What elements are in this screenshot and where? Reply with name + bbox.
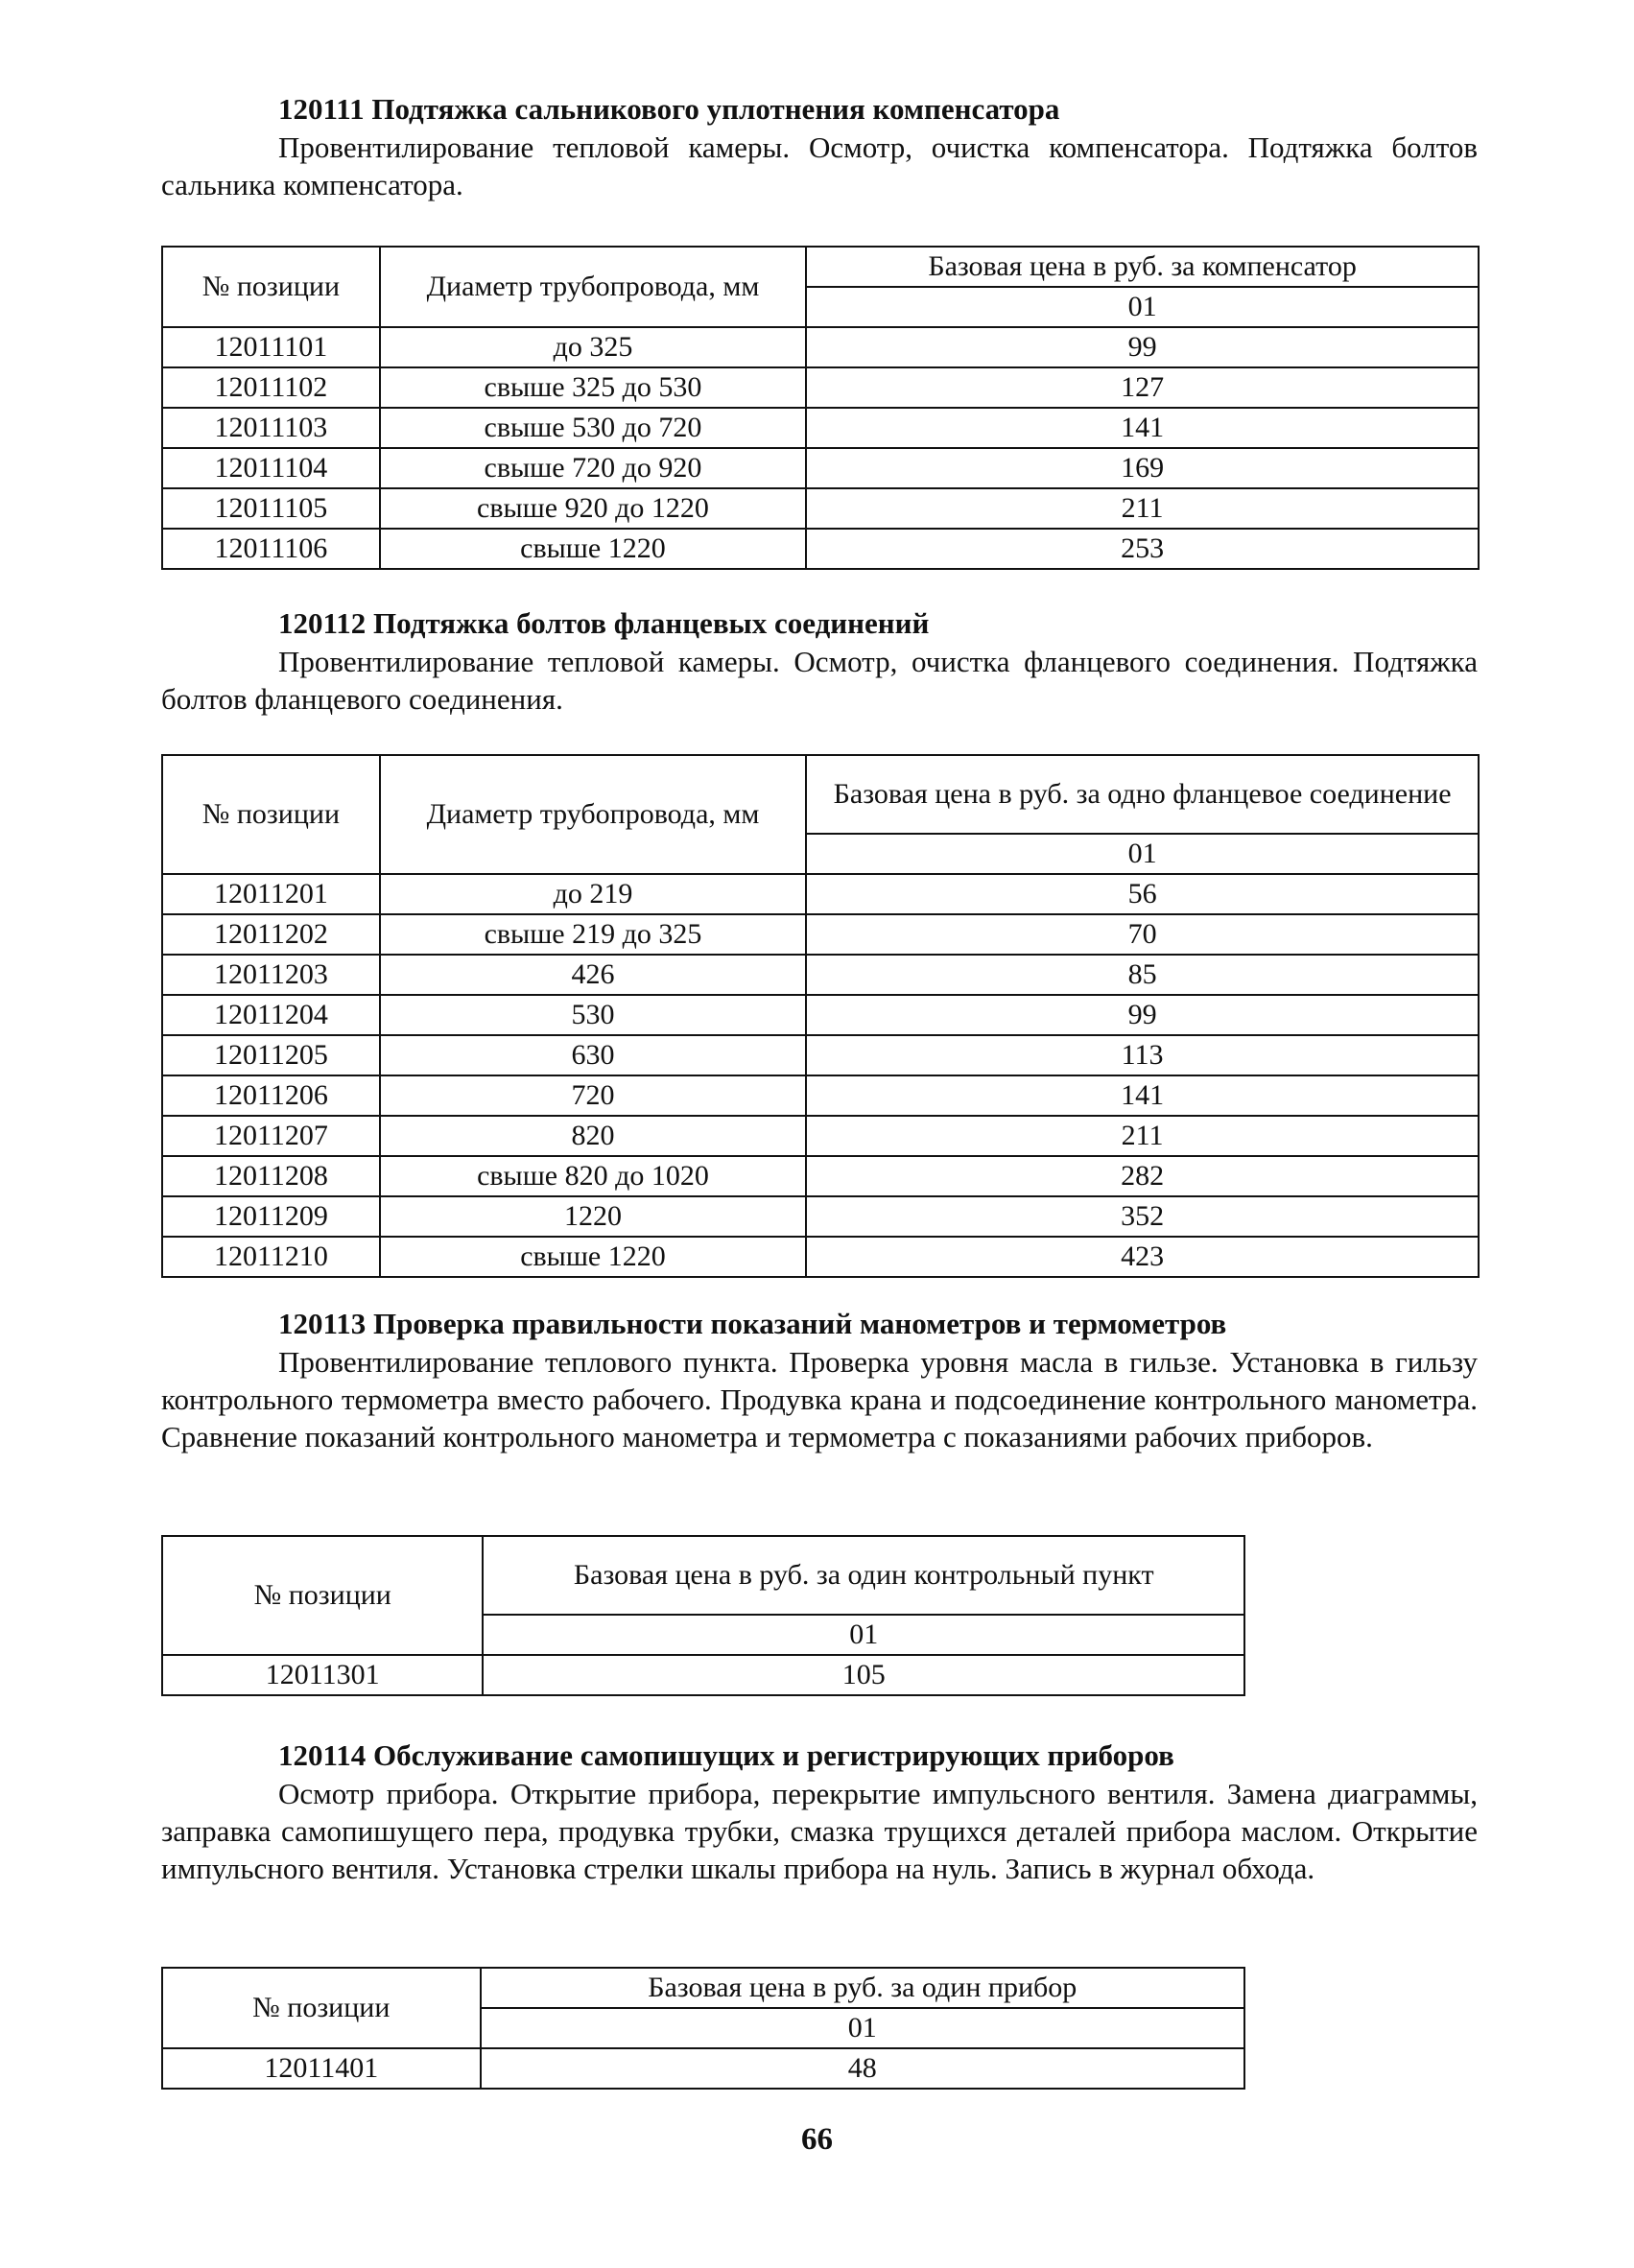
table-row — [162, 1237, 1479, 1277]
base-price: 85 — [806, 955, 1479, 995]
page-number: 66 — [801, 2122, 833, 2157]
position-code: 12011101 — [162, 327, 380, 367]
header-column-number: 01 — [483, 1615, 1244, 1655]
section-description: Провентилирование тепловой камеры. Осмотр, очистка компенсатора. Подтяжка болтов сальника компенсатора. — [161, 130, 1478, 201]
base-price: 211 — [806, 1116, 1479, 1156]
header-price: Базовая цена в руб. за компенсатор — [806, 247, 1479, 287]
position-code: 12011202 — [162, 914, 380, 955]
pipe-diameter: свыше 920 до 1220 — [380, 488, 806, 529]
position-code: 12011208 — [162, 1156, 380, 1196]
header-position: № позиции — [162, 247, 380, 327]
table-row — [162, 2048, 1244, 2089]
header-column-number: 01 — [806, 287, 1479, 327]
section-120111 — [161, 90, 1478, 203]
pipe-diameter: до 219 — [380, 874, 806, 914]
section-title: 120112 Подтяжка болтов фланцевых соединений — [278, 606, 930, 640]
price-table-120113 — [161, 1535, 1245, 1696]
section-title: 120111 Подтяжка сальникового уплотнения компенсатора — [278, 92, 1060, 126]
header-diameter: Диаметр трубопровода, мм — [380, 755, 806, 874]
base-price: 70 — [806, 914, 1479, 955]
position-code: 12011103 — [162, 408, 380, 448]
base-price: 105 — [483, 1655, 1244, 1695]
pipe-diameter: 426 — [380, 955, 806, 995]
table-row — [162, 448, 1479, 488]
base-price: 127 — [806, 367, 1479, 408]
position-code: 12011102 — [162, 367, 380, 408]
header-price: Базовая цена в руб. за один прибор — [481, 1968, 1244, 2008]
position-code: 12011210 — [162, 1237, 380, 1277]
table-row — [162, 1196, 1479, 1237]
header-column-number: 01 — [806, 834, 1479, 874]
pipe-diameter: 720 — [380, 1075, 806, 1116]
table-row — [162, 529, 1479, 569]
table-row — [162, 1075, 1479, 1116]
header-price: Базовая цена в руб. за одно фланцевое соединение — [806, 755, 1479, 834]
position-code: 12011301 — [162, 1655, 483, 1695]
header-position: № позиции — [162, 1536, 483, 1655]
header-position: № позиции — [162, 755, 380, 874]
position-code: 12011209 — [162, 1196, 380, 1237]
pipe-diameter: 820 — [380, 1116, 806, 1156]
base-price: 141 — [806, 1075, 1479, 1116]
section-120112 — [161, 604, 1478, 718]
pipe-diameter: свыше 820 до 1020 — [380, 1156, 806, 1196]
base-price: 99 — [806, 995, 1479, 1035]
base-price: 56 — [806, 874, 1479, 914]
header-position: № позиции — [162, 1968, 481, 2048]
position-code: 12011106 — [162, 529, 380, 569]
table-row — [162, 408, 1479, 448]
table-row — [162, 367, 1479, 408]
base-price: 169 — [806, 448, 1479, 488]
table-row — [162, 914, 1479, 955]
position-code: 12011207 — [162, 1116, 380, 1156]
base-price: 282 — [806, 1156, 1479, 1196]
position-code: 12011205 — [162, 1035, 380, 1075]
section-description: Провентилирование тепловой камеры. Осмотр, очистка фланцевого соединения. Подтяжка болтов фланцевого соединения. — [161, 645, 1478, 716]
pipe-diameter: свыше 530 до 720 — [380, 408, 806, 448]
table-row — [162, 1655, 1244, 1695]
position-code: 12011206 — [162, 1075, 380, 1116]
table-row — [162, 327, 1479, 367]
base-price: 141 — [806, 408, 1479, 448]
section-description: Осмотр прибора. Открытие прибора, перекрытие импульсного вентиля. Замена диаграммы, заправка самопишущего пера, продувка трубки, смазка трущихся деталей прибора маслом. Открытие импульсного вентиля. Установка стрелки шкалы прибора на нуль. Запись в журнал обхода. — [161, 1777, 1478, 1885]
pipe-diameter: свыше 1220 — [380, 529, 806, 569]
table-row — [162, 1156, 1479, 1196]
price-table-120112 — [161, 754, 1480, 1278]
table-row — [162, 874, 1479, 914]
pipe-diameter: до 325 — [380, 327, 806, 367]
table-row — [162, 1035, 1479, 1075]
pipe-diameter: свыше 720 до 920 — [380, 448, 806, 488]
pipe-diameter: 530 — [380, 995, 806, 1035]
pipe-diameter: 1220 — [380, 1196, 806, 1237]
price-table-120111 — [161, 246, 1480, 570]
pipe-diameter: свыше 325 до 530 — [380, 367, 806, 408]
section-120114 — [161, 1736, 1478, 1887]
pipe-diameter: 630 — [380, 1035, 806, 1075]
pipe-diameter: свыше 1220 — [380, 1237, 806, 1277]
price-table-120114 — [161, 1967, 1245, 2090]
base-price: 211 — [806, 488, 1479, 529]
table-row — [162, 1116, 1479, 1156]
position-code: 12011203 — [162, 955, 380, 995]
base-price: 253 — [806, 529, 1479, 569]
table-row — [162, 955, 1479, 995]
section-title: 120113 Проверка правильности показаний манометров и термометров — [278, 1307, 1227, 1340]
section-120113 — [161, 1305, 1478, 1455]
base-price: 352 — [806, 1196, 1479, 1237]
header-price: Базовая цена в руб. за один контрольный пункт — [483, 1536, 1244, 1615]
base-price: 423 — [806, 1237, 1479, 1277]
base-price: 113 — [806, 1035, 1479, 1075]
table-row — [162, 995, 1479, 1035]
position-code: 12011104 — [162, 448, 380, 488]
header-column-number: 01 — [481, 2008, 1244, 2048]
base-price: 48 — [481, 2048, 1244, 2089]
position-code: 12011201 — [162, 874, 380, 914]
section-title: 120114 Обслуживание самопишущих и регистрирующих приборов — [278, 1738, 1174, 1772]
section-description: Провентилирование теплового пункта. Проверка уровня масла в гильзе. Установка в гильзу контрольного термометра вместо рабочего. Продувка крана и подсоединение контрольного манометра. Сравнение показаний контрольного манометра и термометра с показаниями рабочих приборов. — [161, 1345, 1478, 1453]
pipe-diameter: свыше 219 до 325 — [380, 914, 806, 955]
position-code: 12011204 — [162, 995, 380, 1035]
table-row — [162, 488, 1479, 529]
position-code: 12011401 — [162, 2048, 481, 2089]
base-price: 99 — [806, 327, 1479, 367]
position-code: 12011105 — [162, 488, 380, 529]
header-diameter: Диаметр трубопровода, мм — [380, 247, 806, 327]
